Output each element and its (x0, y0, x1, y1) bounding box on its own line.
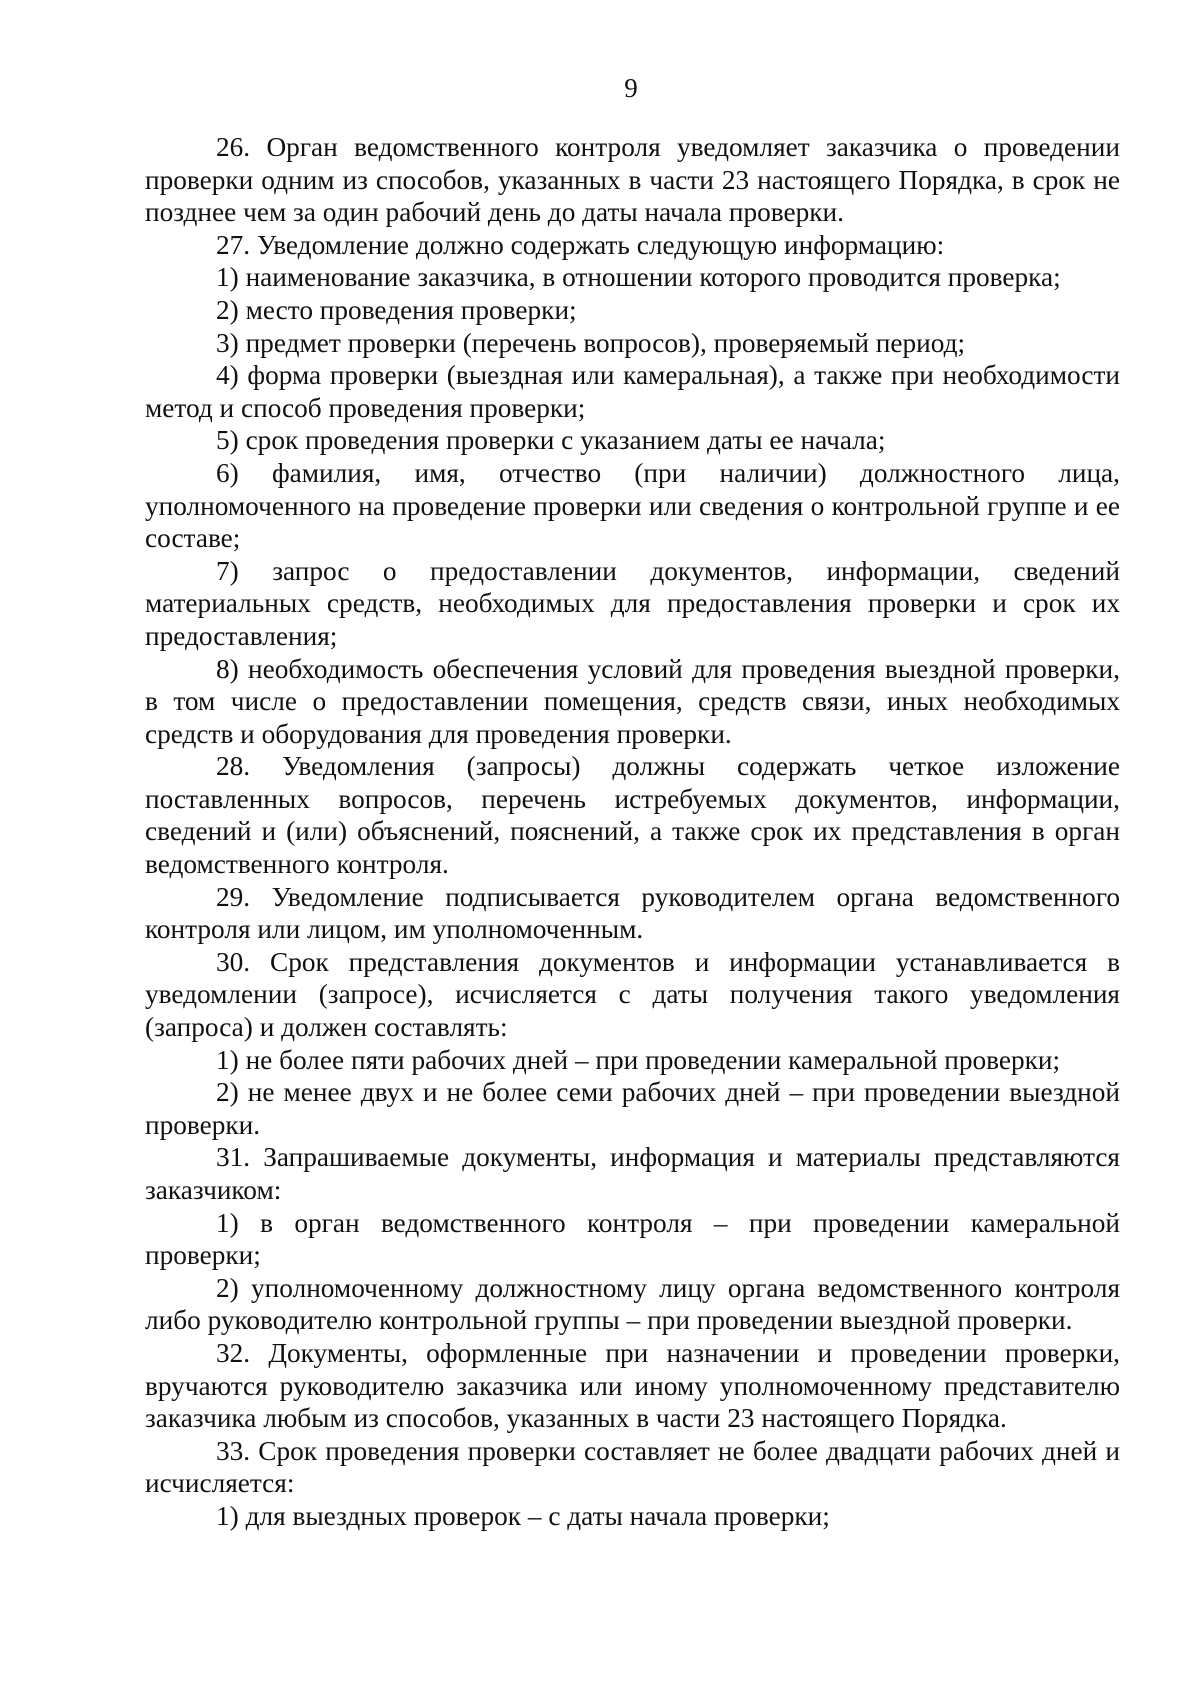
list-item-27-2: 2) место проведения проверки; (216, 294, 577, 325)
paragraph-26: 26. Орган ведомственного контроля уведомляет заказчика о проведении проверки одним из способов, указанных в части 23 настоящего Порядка, в срок не позднее чем за один рабочий день до даты начала проверки. (145, 132, 1120, 228)
list-item-27-5: 5) срок проведения проверки с указанием даты ее начала; (216, 425, 886, 456)
list-item-27-8: 8) необходимость обеспечения условий для проведения выездной проверки, в том числе о предоставлении помещения, средств связи, иных необходимых средств и оборудования для проведения проверки. (145, 653, 1120, 749)
document-body (145, 131, 1120, 1533)
paragraph-28: 28. Уведомления (запросы) должны содержать четкое изложение поставленных вопросов, перечень истребуемых документов, информации, сведений и (или) объяснений, пояснений, а также срок их представления в орган ведомственного контроля. (145, 751, 1120, 880)
list-item-27-6: 6) фамилия, имя, отчество (при наличии) должностного лица, уполномоченного на проведение проверки или сведения о контрольной группе и ее составе; (145, 457, 1120, 554)
paragraph-30: 30. Срок представления документов и информации устанавливается в уведомлении (запросе), исчисляется с даты получения такого уведомления (запроса) и должен составлять: (145, 946, 1120, 1043)
paragraph-32: 32. Документы, оформленные при назначении и проведении проверки, вручаются руководителю заказчика или иному уполномоченному представителю заказчика любым из способов, указанных в части 23 настоящего Порядка. (145, 1337, 1120, 1434)
list-item-31-1: 1) в орган ведомственного контроля – при проведении камеральной проверки; (145, 1207, 1120, 1271)
paragraph-33: 33. Срок проведения проверки составляет не более двадцати рабочих дней и исчисляется: (145, 1435, 1120, 1499)
paragraph-31: 31. Запрашиваемые документы, информация и материалы представляются заказчиком: (145, 1142, 1120, 1205)
list-item-31-2: 2) уполномоченному должностному лицу органа ведомственного контроля либо руководителю контрольной группы – при проведении выездной проверки. (145, 1272, 1120, 1336)
list-item-27-7: 7) запрос о предоставлении документов, информации, сведений материальных средств, необходимых для предоставления проверки и срок их предоставления; (145, 555, 1120, 651)
list-item-27-1: 1) наименование заказчика, в отношении которого проводится проверка; (216, 262, 1061, 293)
page-number: 9 (624, 73, 638, 103)
list-item-27-3: 3) предмет проверки (перечень вопросов), проверяемый период; (216, 327, 966, 358)
paragraph-29: 29. Уведомление подписывается руководителем органа ведомственного контроля или лицом, им уполномоченным. (145, 881, 1120, 945)
list-item-33-1: 1) для выездных проверок – с даты начала проверки; (216, 1500, 830, 1531)
list-item-30-2: 2) не менее двух и не более семи рабочих дней – при проведении выездной проверки. (145, 1077, 1120, 1140)
list-item-30-1: 1) не более пяти рабочих дней – при проведении камеральной проверки; (216, 1044, 1061, 1075)
paragraph-27: 27. Уведомление должно содержать следующую информацию: (216, 229, 945, 260)
list-item-27-4: 4) форма проверки (выездная или камеральная), а также при необходимости метод и способ проведения проверки; (145, 360, 1120, 423)
